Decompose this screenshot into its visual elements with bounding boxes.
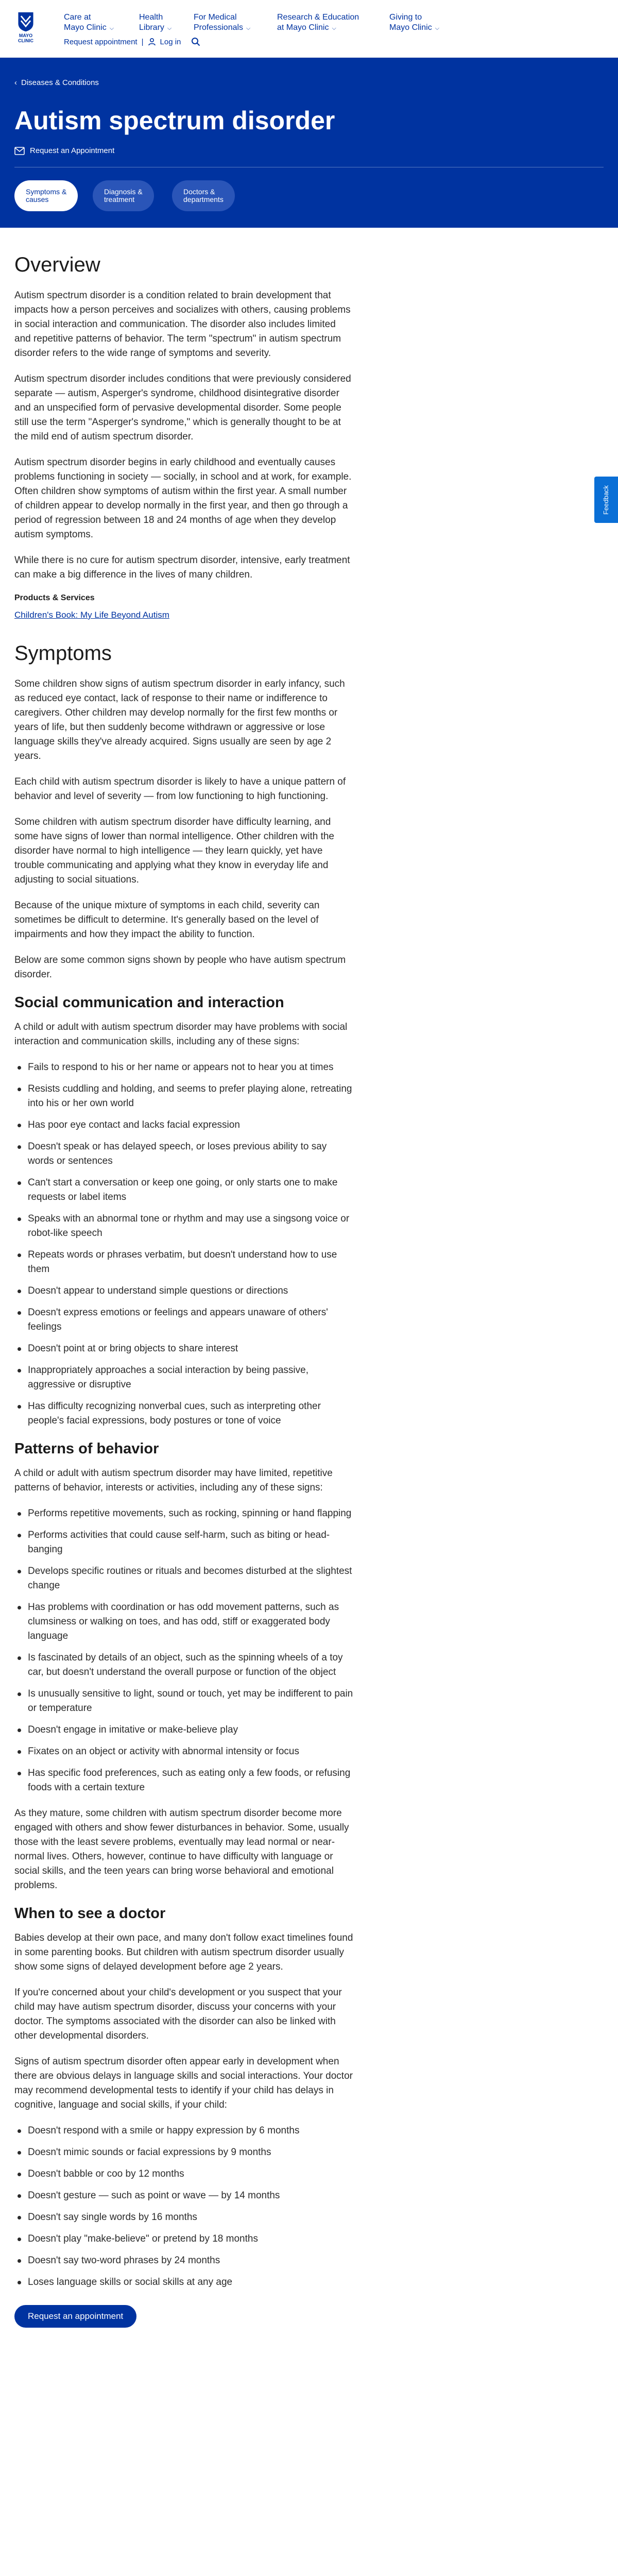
list-item: Resists cuddling and holding, and seems to prefer playing alone, retreating into his or her own world xyxy=(14,1082,354,1111)
list-item: Has problems with coordination or has odd movement patterns, such as clumsiness or walking on toes, and has odd, stiff or exaggerated body language xyxy=(14,1600,354,1643)
list-item: Doesn't say single words by 16 months xyxy=(14,2210,354,2225)
nav-label-line1: For Medical xyxy=(194,13,237,22)
nav-label-line2: Mayo Clinic xyxy=(64,23,107,32)
developmental-delay-list xyxy=(14,2124,354,2290)
list-item: Doesn't express emotions or feelings and appears unaware of others' feelings xyxy=(14,1306,354,1334)
request-appointment-header-link[interactable] xyxy=(14,146,114,155)
shield-logo-icon xyxy=(15,11,36,32)
list-item: Doesn't mimic sounds or facial expressions by 9 months xyxy=(14,2145,354,2160)
mature-paragraph: As they mature, some children with autism spectrum disorder become more engaged with others and show fewer disturbances in behavior. Some, usually those with the least severe problems, eventually may lead normal or near-normal lives. Others, however, continue to have difficulty with language or social skills, and the teen years can bring worse behavioral and emotional problems. xyxy=(14,1808,349,1891)
nav-health-library[interactable] xyxy=(139,12,171,33)
list-item: Doesn't play "make-believe" or pretend by 18 months xyxy=(14,2232,354,2246)
list-item: Is unusually sensitive to light, sound or touch, yet may be indifferent to pain or temperature xyxy=(14,1687,354,1716)
breadcrumb-label: Diseases & Conditions xyxy=(21,78,99,87)
chevron-down-icon: ⌵ xyxy=(109,25,114,31)
symptoms-heading: Symptoms xyxy=(14,642,112,665)
overview-paragraph: Autism spectrum disorder is a condition related to brain development that impacts how a person perceives and socializes with others, causing problems in social interaction and communication. The disorder also includes limited and repetitive patterns of behavior. The term "spectrum" in autism spectrum disorder refers to the wide range of symptoms and severity. xyxy=(14,290,351,359)
childrens-book-link[interactable]: Children's Book: My Life Beyond Autism xyxy=(14,610,169,620)
chevron-down-icon: ⌵ xyxy=(332,25,336,31)
list-item: Doesn't respond with a smile or happy expression by 6 months xyxy=(14,2124,354,2138)
request-appointment-label: Request an Appointment xyxy=(30,146,115,155)
doctor-paragraph: If you're concerned about your child's development or you suspect that your child may have autism spectrum disorder, discuss your concerns with your doctor. The symptoms associated with the disorder can also be linked with other developmental disorders. xyxy=(14,1987,342,2041)
chevron-down-icon: ⌵ xyxy=(167,25,172,31)
social-intro: A child or adult with autism spectrum disorder may have problems with social interaction and communication skills, including any of these signs: xyxy=(14,1022,348,1047)
symptoms-paragraph: Some children show signs of autism spectrum disorder in early infancy, such as reduced eye contact, lack of response to their name or indifference to caregivers. Other children may develop normally for the first few months or years of life, but then suddenly become withdrawn or aggressive or lose language skills they've already acquired. Signs usually are seen by age 2 years. xyxy=(14,679,345,761)
list-item: Speaks with an abnormal tone or rhythm and may use a singsong voice or robot-like speech xyxy=(14,1212,354,1241)
list-item: Doesn't gesture — such as point or wave — by 14 months xyxy=(14,2189,354,2203)
list-item: Fails to respond to his or her name or appears not to hear you at times xyxy=(14,1060,354,1075)
behavior-signs-list xyxy=(14,1506,354,1795)
request-appointment-button[interactable]: Request an appointment xyxy=(14,2305,136,2328)
tab-doctors-departments[interactable] xyxy=(172,180,235,211)
nav-label-line1: Research & Education xyxy=(277,13,359,22)
list-item: Doesn't point at or bring objects to share interest xyxy=(14,1342,354,1356)
list-item: Performs activities that could cause self-harm, such as biting or head-banging xyxy=(14,1528,354,1557)
overview-paragraph: Autism spectrum disorder includes conditions that were previously considered separate — autism, Asperger's syndrome, childhood disintegrative disorder and an unspecified form of pervasive developmental disorder. Some people still use the term "Asperger's syndrome," which is generally thought to be at the mild end of autism spectrum disorder. xyxy=(14,374,351,442)
list-item: Has difficulty recognizing nonverbal cues, such as interpreting other people's facial expressions, body postures or tone of voice xyxy=(14,1399,354,1428)
list-item: Doesn't babble or coo by 12 months xyxy=(14,2167,354,2181)
list-item: Can't start a conversation or keep one going, or only starts one to make requests or label items xyxy=(14,1176,354,1205)
overview-heading: Overview xyxy=(14,253,100,276)
log-in-link[interactable]: Log in xyxy=(160,37,181,46)
products-services-label: Products & Services xyxy=(14,594,95,602)
article-content xyxy=(14,252,354,2328)
logo-text: MAYO CLINIC xyxy=(18,33,33,43)
list-item: Doesn't say two-word phrases by 24 months xyxy=(14,2253,354,2268)
separator: | xyxy=(141,37,144,46)
tab-diagnosis-treatment[interactable] xyxy=(93,180,154,211)
list-item: Develops specific routines or rituals and becomes disturbed at the slightest change xyxy=(14,1564,354,1593)
chevron-down-icon: ⌵ xyxy=(246,25,251,31)
mayo-clinic-logo[interactable] xyxy=(14,11,37,43)
page-title: Autism spectrum disorder xyxy=(14,106,335,135)
doctor-paragraph: Signs of autism spectrum disorder often appear early in development when there are obvious delays in language skills and social interactions. Your doctor may recommend developmental tests to identify if your child has delays in cognitive, language and social skills, if your child: xyxy=(14,2056,353,2110)
nav-label-line2: Library xyxy=(139,23,164,32)
tab-label-line1: Symptoms & xyxy=(26,188,67,196)
top-navigation xyxy=(0,0,618,58)
list-item: Fixates on an object or activity with abnormal intensity or focus xyxy=(14,1744,354,1759)
nav-label-line1: Health xyxy=(139,13,163,22)
feedback-label: Feedback xyxy=(602,485,610,515)
nav-giving-to-mayo-clinic[interactable] xyxy=(389,12,439,33)
list-item: Performs repetitive movements, such as rocking, spinning or hand flapping xyxy=(14,1506,354,1521)
social-communication-heading: Social communication and interaction xyxy=(14,994,284,1011)
nav-care-at-mayo-clinic[interactable] xyxy=(64,12,114,33)
tab-label-line1: Diagnosis & xyxy=(104,188,143,196)
list-item: Doesn't engage in imitative or make-believe play xyxy=(14,1723,354,1737)
patterns-of-behavior-heading: Patterns of behavior xyxy=(14,1440,159,1457)
nav-label-line1: Care at xyxy=(64,13,91,22)
symptoms-paragraph: Below are some common signs shown by people who have autism spectrum disorder. xyxy=(14,955,346,980)
chevron-down-icon: ⌵ xyxy=(435,25,440,31)
nav-label-line1: Giving to xyxy=(389,13,422,22)
when-to-see-doctor-heading: When to see a doctor xyxy=(14,1905,166,1922)
list-item: Repeats words or phrases verbatim, but doesn't understand how to use them xyxy=(14,1248,354,1277)
nav-research-education[interactable] xyxy=(277,12,359,33)
symptoms-paragraph: Some children with autism spectrum disorder have difficulty learning, and some have signs of lower than normal intelligence. Other children with the disorder have normal to high intelligence — they learn quickly, yet have trouble communicating and applying what they know in everyday life and adjusting to social situations. xyxy=(14,817,334,885)
nav-for-medical-professionals[interactable] xyxy=(194,12,250,33)
utility-links xyxy=(64,37,200,46)
symptoms-paragraph: Because of the unique mixture of symptoms in each child, severity can sometimes be difficult to determine. It's generally based on the level of impairments and how they impact the ability to function. xyxy=(14,900,320,940)
list-item: Is fascinated by details of an object, such as the spinning wheels of a toy car, but doesn't understand the overall purpose or function of the object xyxy=(14,1651,354,1680)
behavior-intro: A child or adult with autism spectrum disorder may have limited, repetitive patterns of behavior, interests or activities, including any of these signs: xyxy=(14,1468,333,1493)
overview-paragraph: While there is no cure for autism spectrum disorder, intensive, early treatment can make a big difference in the lives of many children. xyxy=(14,555,350,580)
search-icon[interactable] xyxy=(191,37,200,46)
chevron-left-icon: ‹ xyxy=(14,78,17,87)
envelope-icon xyxy=(14,147,25,155)
tab-symptoms-causes[interactable] xyxy=(14,180,78,211)
nav-label-line2: Mayo Clinic xyxy=(389,23,432,32)
social-signs-list xyxy=(14,1060,354,1428)
request-appointment-link[interactable]: Request appointment xyxy=(64,37,138,46)
list-item: Has poor eye contact and lacks facial expression xyxy=(14,1118,354,1132)
list-item: Doesn't appear to understand simple questions or directions xyxy=(14,1284,354,1298)
tab-label-line2: causes xyxy=(26,195,49,204)
user-icon xyxy=(148,38,156,46)
nav-label-line2: Professionals xyxy=(194,23,244,32)
feedback-tab[interactable] xyxy=(594,477,618,523)
doctor-paragraph: Babies develop at their own pace, and many don't follow exact timelines found in some parenting books. But children with autism spectrum disorder usually show some signs of delayed development before age 2 years. xyxy=(14,1933,353,1972)
list-item: Has specific food preferences, such as eating only a few foods, or refusing foods with a certain texture xyxy=(14,1766,354,1795)
symptoms-paragraph: Each child with autism spectrum disorder is likely to have a unique pattern of behavior and level of severity — from low functioning to high functioning. xyxy=(14,776,346,802)
list-item: Loses language skills or social skills at any age xyxy=(14,2275,354,2290)
list-item: Doesn't speak or has delayed speech, or loses previous ability to say words or sentences xyxy=(14,1140,354,1168)
nav-label-line2: at Mayo Clinic xyxy=(277,23,329,32)
breadcrumb[interactable] xyxy=(14,78,99,87)
tab-label-line2: departments xyxy=(183,195,224,204)
tab-label-line2: treatment xyxy=(104,195,135,204)
page-header xyxy=(0,58,618,228)
overview-paragraph: Autism spectrum disorder begins in early childhood and eventually causes problems functioning in society — socially, in school and at work, for example. Often children show symptoms of autism within the first year. A small number of children appear to develop normally in the first year, and then go through a period of regression between 18 and 24 months of age when they develop autism symptoms. xyxy=(14,457,352,540)
list-item: Inappropriately approaches a social interaction by being passive, aggressive or disruptive xyxy=(14,1363,354,1392)
tab-label-line1: Doctors & xyxy=(183,188,215,196)
